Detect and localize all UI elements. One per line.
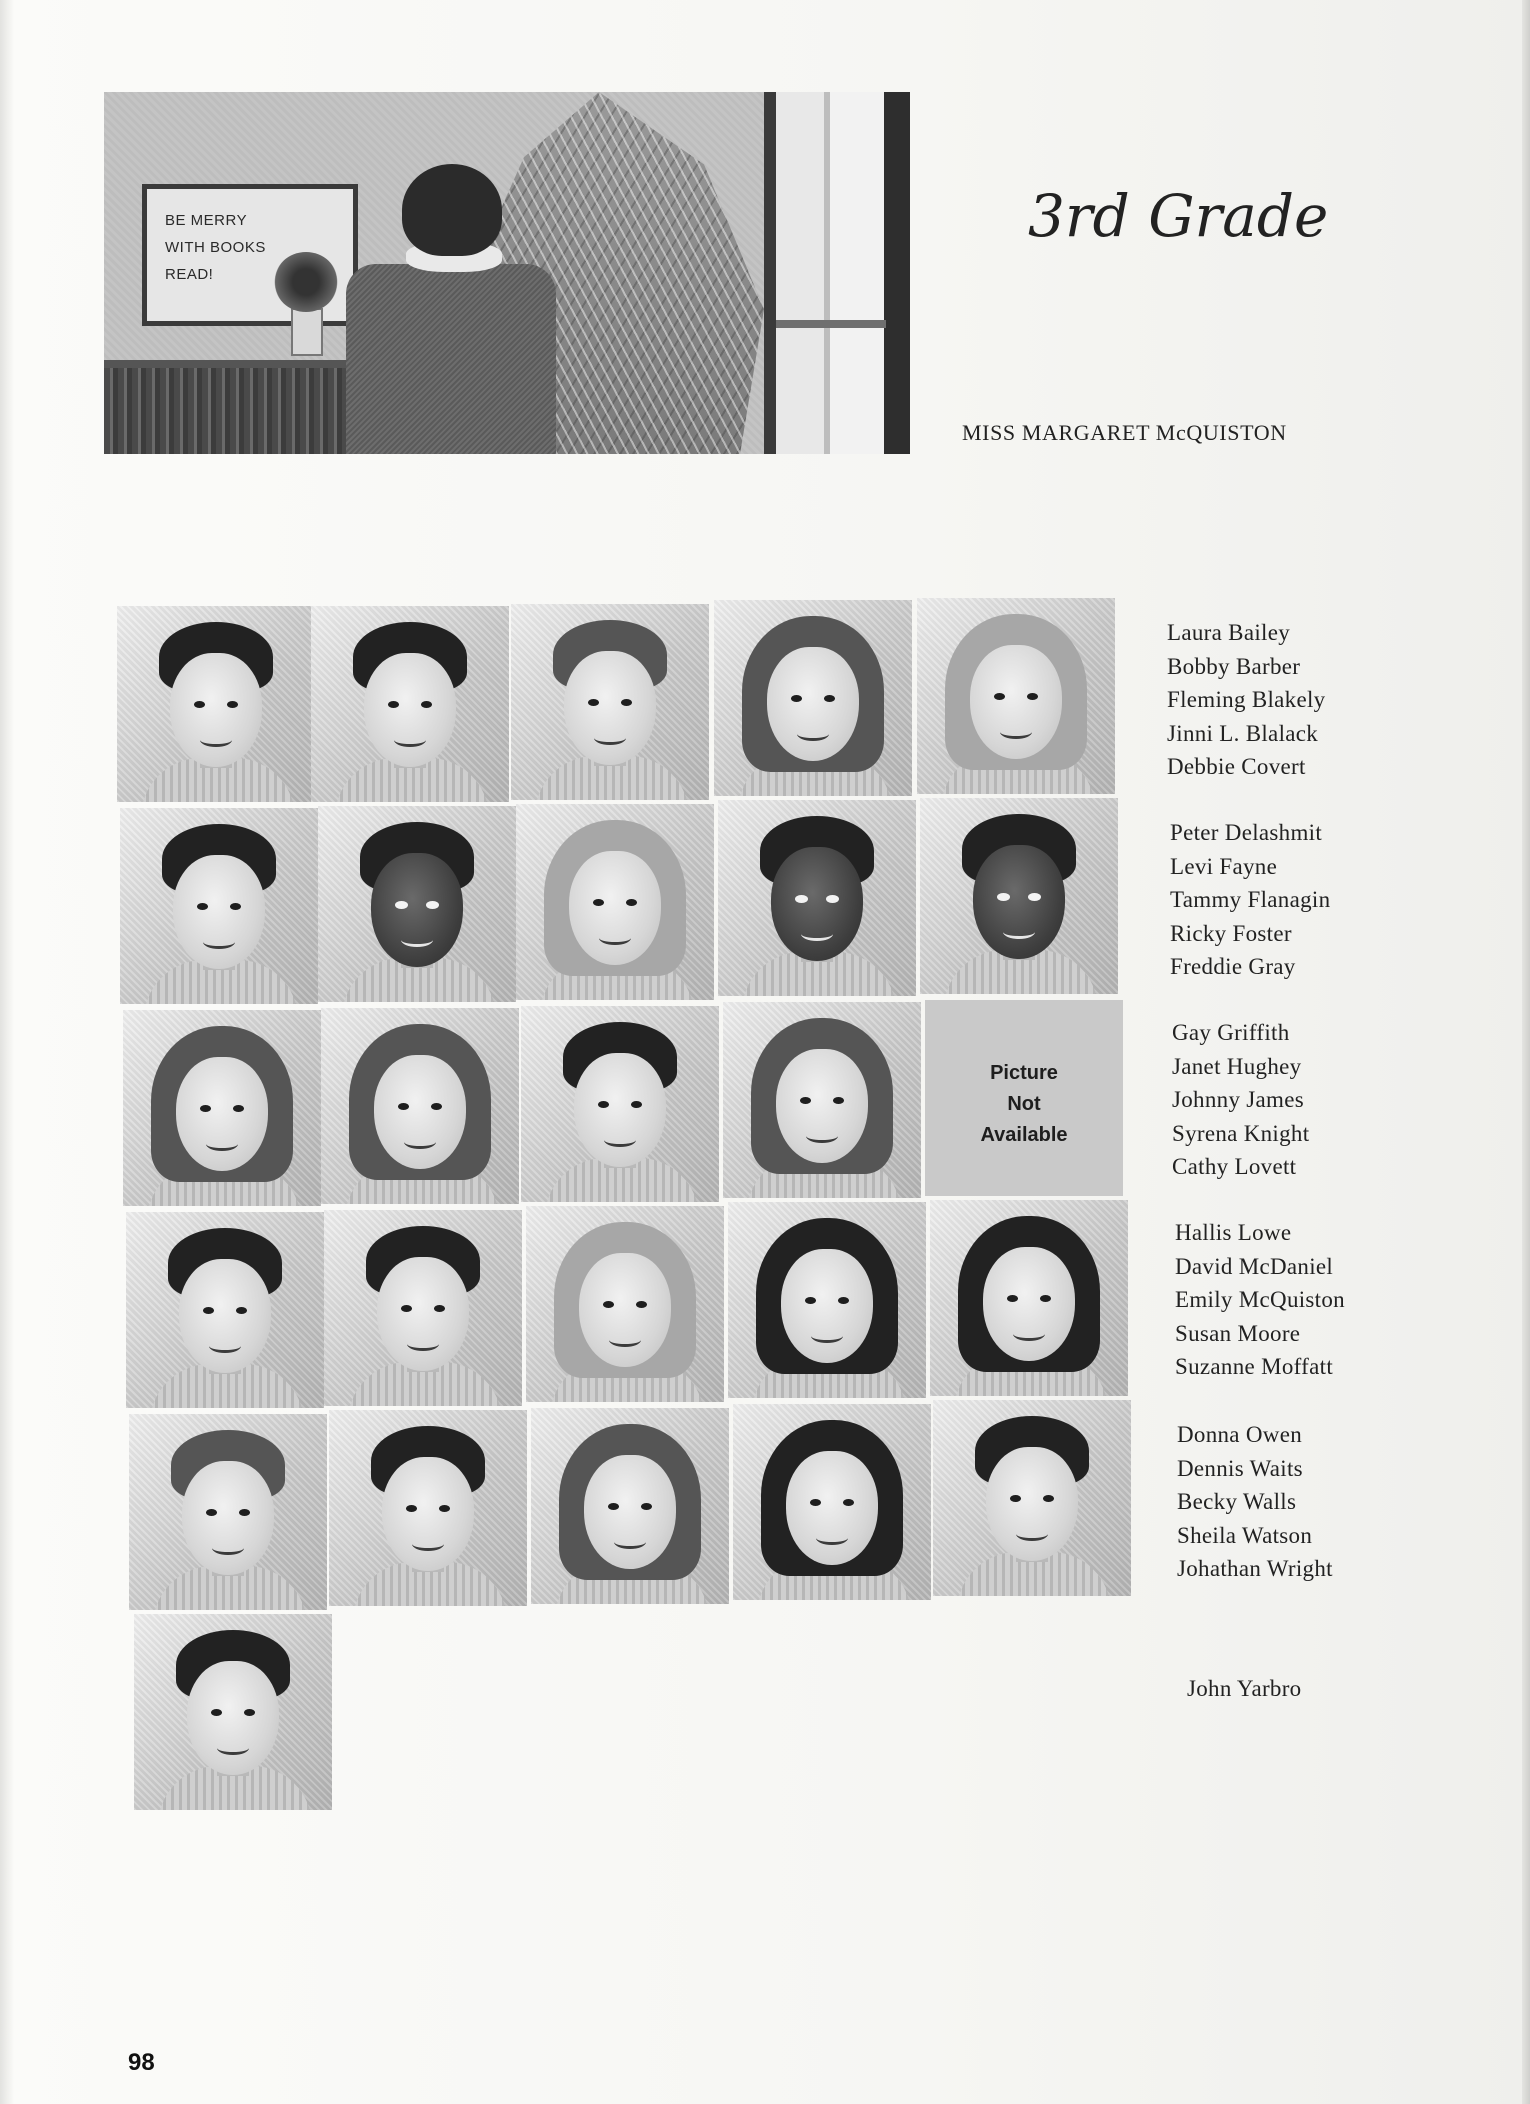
name-group-row-5: [1177, 1418, 1477, 1586]
student-name: Tammy Flanagin: [1170, 887, 1331, 912]
teacher-name: MISS MARGARET McQUISTON: [962, 420, 1287, 445]
student-name: Ricky Foster: [1170, 920, 1292, 946]
student-name: Freddie Gray: [1170, 954, 1296, 979]
student-name: Levi Fayne: [1170, 853, 1278, 879]
student-name: Hallis Lowe: [1175, 1220, 1292, 1245]
student-name: Dennis Waits: [1177, 1455, 1303, 1481]
name-group-row-1: [1167, 616, 1467, 784]
student-name: Emily McQuiston: [1175, 1287, 1345, 1312]
picture-not-available-label: Picture Not Available: [980, 1062, 1068, 1146]
page-number: 98: [128, 2049, 155, 2076]
student-name: Johathan Wright: [1177, 1556, 1333, 1581]
student-name: Bobby Barber: [1167, 653, 1301, 679]
student-name: Johnny James: [1172, 1087, 1305, 1112]
name-group-row-6: [1187, 1672, 1487, 1706]
name-group-row-4: [1175, 1216, 1475, 1384]
name-group-row-2: [1170, 816, 1470, 984]
name-group-row-3: [1172, 1016, 1472, 1184]
student-name: Susan Moore: [1175, 1320, 1301, 1346]
page-title: 3rd Grade: [1028, 182, 1329, 250]
student-name: John Yarbro: [1187, 1676, 1302, 1701]
student-name: Laura Bailey: [1167, 620, 1291, 645]
student-name: Debbie Covert: [1167, 754, 1306, 779]
bulletin-board-text: BE MERRY WITH BOOKS READ!: [165, 212, 266, 283]
student-name: Syrena Knight: [1172, 1120, 1310, 1146]
student-name: Suzanne Moffatt: [1175, 1354, 1334, 1379]
student-name: Jinni L. Blalack: [1167, 720, 1319, 746]
student-name: Cathy Lovett: [1172, 1154, 1297, 1179]
student-name: Becky Walls: [1177, 1489, 1297, 1514]
student-name: Peter Delashmit: [1170, 820, 1323, 845]
student-name: Donna Owen: [1177, 1422, 1302, 1447]
student-name: David McDaniel: [1175, 1253, 1334, 1279]
student-name: Janet Hughey: [1172, 1053, 1302, 1079]
student-name: Gay Griffith: [1172, 1020, 1290, 1045]
student-name: Sheila Watson: [1177, 1522, 1313, 1548]
student-name: Fleming Blakely: [1167, 687, 1326, 712]
